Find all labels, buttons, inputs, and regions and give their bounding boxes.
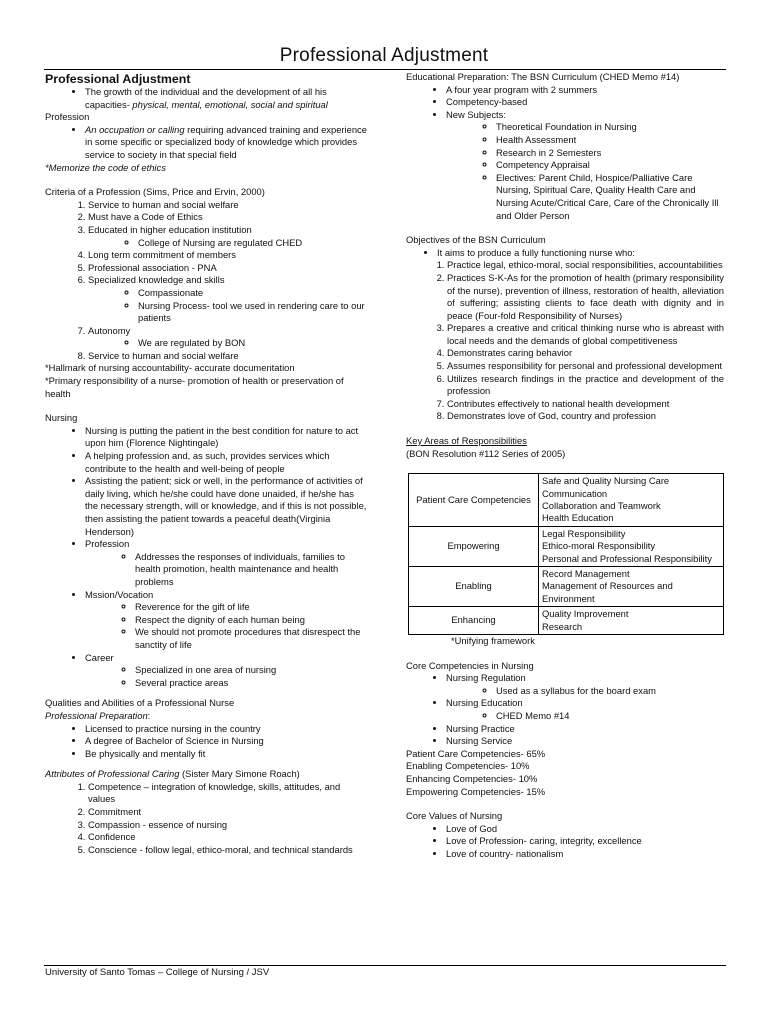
list-item: 7. Contributes effectively to national health development <box>447 398 724 411</box>
sub-list <box>88 287 368 325</box>
edu-list <box>406 84 724 223</box>
profession-label: Profession <box>45 111 90 123</box>
list-item: • Mssion/Vocation ◦ Reverence for the gift of life ◦ Respect the dignity of each human being ◦ We should not promote procedures that disrespect the sanctity of life <box>85 589 368 652</box>
criteria-heading: Criteria of a Profession (Sims, Price and Ervin, 2000) <box>45 186 265 198</box>
list-item: 3. Prepares a creative and critical thinking nurse who is abreast with local needs and the demands of global competitiveness <box>447 322 724 347</box>
list-item: ◦ Used as a syllabus for the board exam <box>496 685 724 698</box>
list-item: ◦ Nursing Process- tool we used in rendering care to our patients <box>138 300 368 325</box>
list-item: • Love of God <box>446 823 724 836</box>
list-item: • Love of Profession- caring, integrity, excellence <box>446 835 724 848</box>
caring-list <box>45 781 368 857</box>
list-item: ◦ Electives: Parent Child, Hospice/Palliative Care Nursing, Spiritual Care, Quality Health Care and Nursing Acute/Critical Care, Care of the Chronically Ill and Older Person <box>496 172 724 222</box>
list-item: ◦ Several practice areas <box>135 677 368 690</box>
list-item: ◦ Compassionate <box>138 287 368 300</box>
key-areas-table <box>408 473 724 635</box>
memorize-note: *Memorize the code of ethics <box>45 161 166 173</box>
table-cell: Safe and Quality Nursing Care Communication Collaboration and Teamwork Health Education <box>539 474 724 527</box>
list-item: ◦ We are regulated by BON <box>138 337 368 350</box>
values-heading: Core Values of Nursing <box>406 810 503 822</box>
kar-heading: Key Areas of Responsibilities <box>406 435 527 447</box>
list-item: 2. Commitment <box>88 806 368 819</box>
percentage-line: Enhancing Competencies- 10% <box>406 773 538 785</box>
table-cell: Record Management Management of Resources and Environment <box>539 567 724 607</box>
list-item: ◦ Addresses the responses of individuals, families to health promotion, health maintenance and health problems <box>135 551 368 589</box>
table-row <box>409 567 724 607</box>
percentage-line: Empowering Competencies- 15% <box>406 785 546 797</box>
table-cell: Enabling <box>409 567 539 607</box>
list-item: • Be physically and mentally fit <box>85 748 368 761</box>
table-cell: Quality Improvement Research <box>539 607 724 635</box>
sub-list <box>88 337 368 350</box>
list-item: • Nursing Regulation ◦ Used as a syllabus for the board exam <box>446 672 724 697</box>
list-item: • Nursing Education ◦ CHED Memo #14 <box>446 697 724 722</box>
percentage-line: Patient Care Competencies- 65% <box>406 747 546 759</box>
list-item: 3. Educated in higher education institution ◦ College of Nursing are regulated CHED <box>88 224 368 249</box>
footer: University of Santo Tomas – College of Nursing / JSV <box>45 967 270 978</box>
objectives-list <box>437 259 724 423</box>
values-list <box>406 823 724 861</box>
list-item: 8. Service to human and social welfare <box>88 350 368 363</box>
list-item: • A degree of Bachelor of Science in Nursing <box>85 735 368 748</box>
list-item: 4. Demonstrates caring behavior <box>447 347 724 360</box>
table-row <box>409 474 724 527</box>
list-item: • Nursing Service <box>446 735 724 748</box>
list-item: 2. Practices S-K-As for the promotion of health (primary responsibility of the nurse), prevention of illness, restoration of health, alleviation of suffering; assisting clients to face death with dignity and in peace (Four-fold Responsibility of Nurses) <box>447 272 724 322</box>
right-column <box>406 71 724 861</box>
footer-rule <box>44 965 726 966</box>
list-item: ◦ Respect the dignity of each human being <box>135 614 368 627</box>
list-item: 5. Professional association - PNA <box>88 262 368 275</box>
list-item: • The growth of the individual and the development of all his capacities- physical, mental, emotional, social and spiritual <box>85 86 368 111</box>
list-item: 8. Demonstrates love of God, country and profession <box>447 410 724 423</box>
page-title: Professional Adjustment <box>279 45 489 66</box>
table-row <box>409 526 724 566</box>
percentage-line: Enabling Competencies- 10% <box>406 760 530 772</box>
criteria-list <box>45 199 368 363</box>
list-item: • A four year program with 2 summers <box>446 84 724 97</box>
list-item: 2. Must have a Code of Ethics <box>88 211 368 224</box>
list-item: • Profession ◦ Addresses the responses of individuals, families to health promotion, health maintenance and health problems <box>85 538 368 588</box>
list-item: ◦ Research in 2 Semesters <box>496 147 724 160</box>
list-item: • Career ◦ Specialized in one area of nursing ◦ Several practice areas <box>85 652 368 690</box>
left-column <box>45 72 368 856</box>
list-item: • It aims to produce a fully functioning nurse who: 1. Practice legal, ethico-moral, social responsibilities, accountabilities 2. Practices S-K-As for the promotion of health (primary responsibility of the nurse), prevention of illness, restoration of health, alleviation of suffering; assisting clients to face death with dignity and in peace (Four-fold Responsibility of Nurses) 3. Prepares a creative and critical thinking nurse who is abreast with local needs and the demands of global competitiveness 4. Demonstrates caring behavior 5. Assumes responsibility for personal and professional development 6. Utilizes research findings in the practice and development of the profession 7. Contributes effectively to national health development 8. Demonstrates love of God, country and profession <box>437 247 724 423</box>
sub-list <box>446 685 724 698</box>
kar-subheading: (BON Resolution #112 Series of 2005) <box>406 447 566 459</box>
list-item: ◦ Reverence for the gift of life <box>135 601 368 614</box>
list-item: • Licensed to practice nursing in the country <box>85 723 368 736</box>
objectives-heading: Objectives of the BSN Curriculum <box>406 234 546 246</box>
sub-list <box>85 601 368 651</box>
nursing-label: Nursing <box>45 412 78 424</box>
list-item: 5. Conscience - follow legal, ethico-moral, and technical standards <box>88 844 368 857</box>
unifying-note: *Unifying framework <box>451 635 535 647</box>
list-item: 4. Long term commitment of members <box>88 249 368 262</box>
list-item: ◦ College of Nursing are regulated CHED <box>138 237 368 250</box>
title-rule <box>44 69 726 70</box>
list-item: • A helping profession and, as such, provides services which contribute to the health and well-being of people <box>85 450 368 475</box>
qualities-heading: Qualities and Abilities of a Professional Nurse <box>45 697 235 709</box>
list-item: • An occupation or calling requiring advanced training and experience in some specific or specialized body of knowledge which provides service to society in that special field <box>85 124 368 162</box>
list-item: 4. Confidence <box>88 831 368 844</box>
list-item: ◦ We should not promote procedures that disrespect the sanctity of life <box>135 626 368 651</box>
list-item: • Love of country- nationalism <box>446 848 724 861</box>
list-item: • Assisting the patient; sick or well, in the performance of activities of daily living, which he/she could have done unaided, if he/she has the necessary strength, will or knowledge, and if this is not possible, then assisting the patient towards a peaceful death(Virginia Henderson) <box>85 475 368 538</box>
table-row <box>409 607 724 635</box>
sub-list <box>446 710 724 723</box>
list-item: ◦ CHED Memo #14 <box>496 710 724 723</box>
sub-list <box>85 664 368 689</box>
section-heading: Professional Adjustment <box>45 72 191 86</box>
list-item: • Nursing is putting the patient in the best condition for nature to act upon him (Florence Nightingale) <box>85 425 368 450</box>
table-cell: Enhancing <box>409 607 539 635</box>
table-cell: Legal Responsibility Ethico-moral Responsibility Personal and Professional Responsibility <box>539 526 724 566</box>
objectives-lead-list <box>406 247 724 423</box>
sub-list <box>85 551 368 589</box>
list-item: ◦ Specialized in one area of nursing <box>135 664 368 677</box>
edu-heading: Educational Preparation: The BSN Curriculum (CHED Memo #14) <box>406 71 680 82</box>
list-item: 1. Service to human and social welfare <box>88 199 368 212</box>
prof-prep-label: Professional Preparation: <box>45 709 151 721</box>
core-comp-list <box>406 672 724 748</box>
new-subjects-list <box>446 121 724 222</box>
nursing-list <box>45 425 368 689</box>
caring-heading: Attributes of Professional Caring (Sister Mary Simone Roach) <box>45 768 300 780</box>
primary-note: *Primary responsibility of a nurse- promotion of health or preservation of health <box>45 375 344 399</box>
list-item: • New Subjects: ◦ Theoretical Foundation in Nursing ◦ Health Assessment ◦ Research in 2 Semesters ◦ Competency Appraisal ◦ Electives: Parent Child, Hospice/Palliative Care Nursing, Spiritual Care, Quality Health Care and Nursing Acute/Critical Care, Care of the Chronically Ill and Older Person <box>446 109 724 222</box>
list-item: • Nursing Practice <box>446 723 724 736</box>
profession-list <box>45 124 368 162</box>
prof-prep-list <box>45 723 368 761</box>
list-item: ◦ Competency Appraisal <box>496 159 724 172</box>
list-item: 6. Utilizes research findings in the practice and development of the profession <box>447 373 724 398</box>
table-cell: Patient Care Competencies <box>409 474 539 527</box>
definition-list <box>45 86 368 111</box>
core-comp-heading: Core Competencies in Nursing <box>406 659 534 671</box>
list-item: 7. Autonomy ◦ We are regulated by BON <box>88 325 368 350</box>
list-item: ◦ Health Assessment <box>496 134 724 147</box>
list-item: 1. Competence – integration of knowledge, skills, attitudes, and values <box>88 781 368 806</box>
list-item: 5. Assumes responsibility for personal and professional development <box>447 360 724 373</box>
list-item: 6. Specialized knowledge and skills ◦ Compassionate ◦ Nursing Process- tool we used in rendering care to our patients <box>88 274 368 324</box>
list-item: • Competency-based <box>446 96 724 109</box>
list-item: 3. Compassion - essence of nursing <box>88 819 368 832</box>
sub-list <box>88 237 368 250</box>
table-cell: Empowering <box>409 526 539 566</box>
list-item: 1. Practice legal, ethico-moral, social responsibilities, accountabilities <box>447 259 724 272</box>
list-item: ◦ Theoretical Foundation in Nursing <box>496 121 724 134</box>
hallmark-note: *Hallmark of nursing accountability- accurate documentation <box>45 362 295 374</box>
